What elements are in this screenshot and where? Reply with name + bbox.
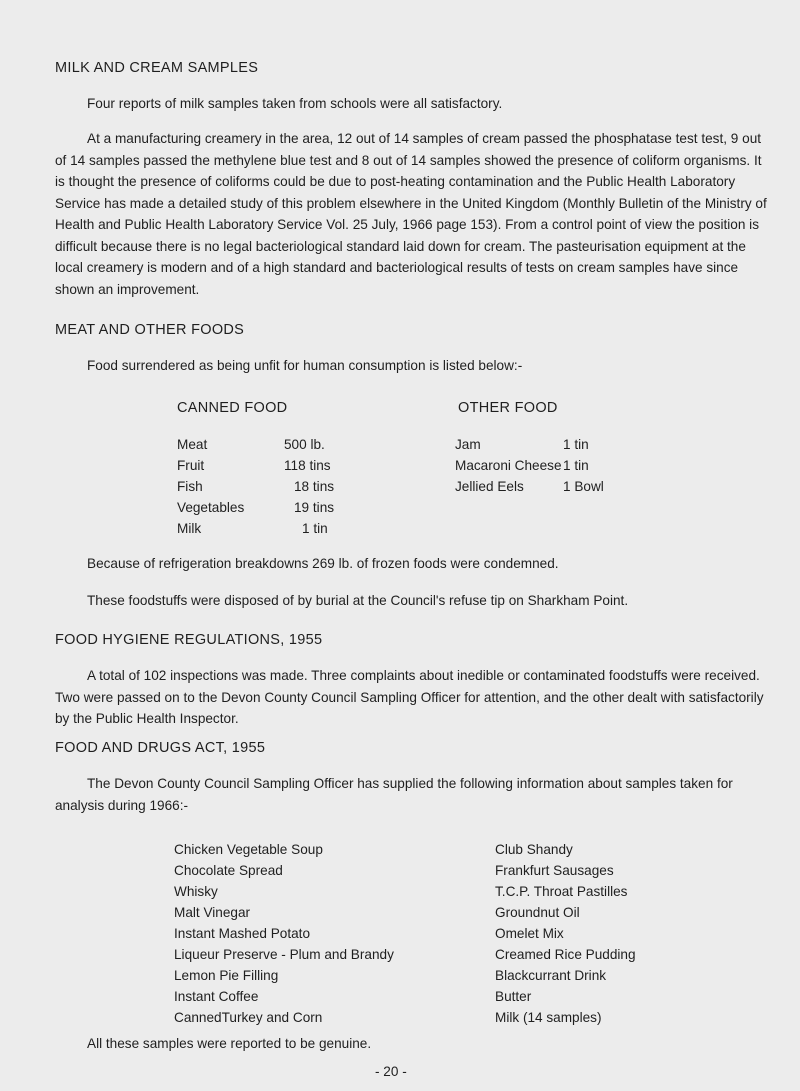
milk-para-text: Four reports of milk samples taken from schools were all satisfactory. bbox=[87, 96, 503, 111]
list-item: Creamed Rice Pudding bbox=[495, 947, 636, 962]
other-item: Jam bbox=[455, 437, 481, 452]
list-item: Whisky bbox=[174, 884, 218, 899]
list-item: Malt Vinegar bbox=[174, 905, 251, 920]
list-item: CannedTurkey and Corn bbox=[174, 1010, 323, 1025]
canned-item: Milk bbox=[177, 521, 202, 536]
canned-food-heading: CANNED FOOD bbox=[177, 400, 288, 416]
list-item: Butter bbox=[495, 989, 532, 1004]
list-item: Blackcurrant Drink bbox=[495, 968, 607, 983]
page-number: - 20 - bbox=[375, 1064, 407, 1079]
canned-item: Vegetables bbox=[177, 500, 245, 515]
list-item: Instant Coffee bbox=[174, 989, 259, 1004]
list-item: Liqueur Preserve - Plum and Brandy bbox=[174, 947, 394, 962]
other-item: Macaroni Cheese bbox=[455, 458, 562, 473]
hygiene-para bbox=[55, 665, 770, 730]
list-item: Omelet Mix bbox=[495, 926, 564, 941]
list-item: Lemon Pie Filling bbox=[174, 968, 279, 983]
hygiene-text: A total of 102 inspections was made. Three complaints about inedible or contaminated foodstuffs were received. Two were passed on to the Devon County Council Sampling Officer for attention, and the other dealt with satisfactorily by the Public Health Inspector. bbox=[55, 668, 764, 726]
canned-qty: 118 tins bbox=[284, 458, 331, 473]
canned-qty: 19 tins bbox=[294, 500, 335, 515]
refrigeration-text: Because of refrigeration breakdowns 269 lb. of frozen foods were condemned. bbox=[87, 556, 559, 571]
other-qty: 1 tin bbox=[563, 458, 589, 473]
list-item: Groundnut Oil bbox=[495, 905, 580, 920]
canned-qty: 1 tin bbox=[302, 521, 328, 536]
drugs-intro-text: The Devon County Council Sampling Officer has supplied the following information about samples taken for analysis during 1966:- bbox=[55, 776, 733, 813]
canned-item: Fruit bbox=[177, 458, 205, 473]
list-item: Frankfurt Sausages bbox=[495, 863, 614, 878]
list-item: Chocolate Spread bbox=[174, 863, 283, 878]
list-item: Instant Mashed Potato bbox=[174, 926, 311, 941]
refrigeration-para bbox=[55, 553, 770, 575]
milk-para bbox=[55, 93, 770, 115]
meat-other-heading: MEAT AND OTHER FOODS bbox=[55, 322, 245, 338]
closing-para bbox=[55, 1033, 770, 1055]
list-item: Milk (14 samples) bbox=[495, 1010, 602, 1025]
canned-qty: 500 lb. bbox=[284, 437, 325, 452]
disposal-para bbox=[55, 590, 770, 612]
milk-cream-heading: MILK AND CREAM SAMPLES bbox=[55, 60, 259, 76]
list-item: Chicken Vegetable Soup bbox=[174, 842, 323, 857]
hygiene-heading: FOOD HYGIENE REGULATIONS, 1955 bbox=[55, 632, 323, 648]
other-food-heading: OTHER FOOD bbox=[458, 400, 558, 416]
drugs-intro bbox=[55, 773, 770, 816]
canned-item: Meat bbox=[177, 437, 208, 452]
cream-para-text: At a manufacturing creamery in the area, 12 out of 14 samples of cream passed the phosphatase test test, 9 out of 14 samples passed the methylene blue test and 8 out of 14 samples showed the presence of coliform organisms. It is thought the presence of coliforms could be due to post-heating contamination and the Public Health Laboratory Service has made a detailed study of this problem elsewhere in the United Kingdom (Monthly Bulletin of the Ministry of Health and Public Health Laboratory Service Vol. 25 July, 1966 page 153). From a control point of view the position is difficult because there is no legal bacteriological standard laid down for cream. The pasteurisation equipment at the local creamery is modern and of a high standard and bacteriological results of tests on cream samples have since shown an improvement. bbox=[55, 131, 767, 297]
cream-para bbox=[55, 128, 770, 300]
list-item: Club Shandy bbox=[495, 842, 573, 857]
canned-qty: 18 tins bbox=[294, 479, 335, 494]
closing-text: All these samples were reported to be genuine. bbox=[87, 1036, 372, 1051]
canned-item: Fish bbox=[177, 479, 203, 494]
surrendered-intro bbox=[55, 355, 770, 377]
other-qty: 1 tin bbox=[563, 437, 589, 452]
other-qty: 1 Bowl bbox=[563, 479, 604, 494]
surrendered-intro-text: Food surrendered as being unfit for human consumption is listed below:- bbox=[87, 358, 523, 373]
list-item: T.C.P. Throat Pastilles bbox=[495, 884, 628, 899]
other-item: Jellied Eels bbox=[455, 479, 524, 494]
drugs-heading: FOOD AND DRUGS ACT, 1955 bbox=[55, 740, 266, 756]
disposal-text: These foodstuffs were disposed of by burial at the Council's refuse tip on Sharkham Point. bbox=[87, 593, 629, 608]
